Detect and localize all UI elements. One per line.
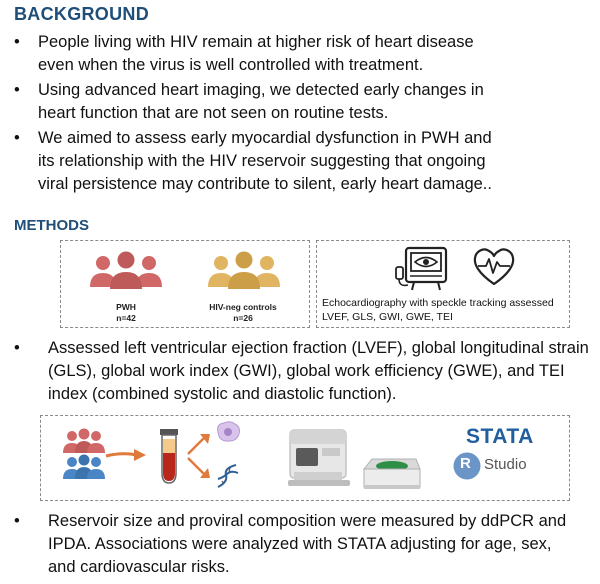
controls-count: n=26 — [233, 313, 253, 323]
r-logo-letter: R — [460, 455, 471, 472]
bullet-dot: • — [14, 129, 20, 147]
methods-heading: METHODS — [14, 217, 89, 234]
rstudio-logo: Studio — [484, 456, 527, 473]
pcr-machine-icon — [286, 424, 356, 490]
background-heading: BACKGROUND — [14, 4, 149, 24]
bullet-line: Reservoir size and proviral composition were measured by ddPCR and — [48, 512, 567, 530]
bullet-line: even when the virus is well controlled with treatment. — [38, 56, 424, 74]
bullet-dot: • — [14, 33, 20, 51]
heart-pulse-icon — [472, 246, 516, 288]
stata-logo: STATA — [466, 425, 534, 448]
bullet-dot: • — [14, 339, 20, 357]
echo-params: LVEF, GLS, GWI, GWE, TEI — [322, 311, 453, 323]
bullet-line: People living with HIV remain at higher risk of heart disease — [38, 33, 474, 51]
arrow-right-icon — [104, 446, 148, 466]
ultrasound-machine-icon — [392, 245, 462, 293]
bullet-line: its relationship with the HIV reservoir suggesting that ongoing — [38, 152, 486, 170]
bullet-line: We aimed to assess early myocardial dysfunction in PWH and — [38, 129, 492, 147]
bullet-dot: • — [14, 512, 20, 530]
pwh-count: n=42 — [116, 313, 136, 323]
echo-title: Echocardiography with speckle tracking assessed — [322, 297, 554, 309]
participants-group-icon — [60, 427, 108, 487]
bullet-dot: • — [14, 81, 20, 99]
pwh-people-icon — [86, 250, 166, 294]
controls-people-icon — [204, 250, 284, 294]
bullet-line: IPDA. Associations were analyzed with STATA adjusting for age, sex, — [48, 535, 552, 553]
bullet-line: (GLS), global work index (GWI), global work efficiency (GWE), and TEI — [48, 362, 565, 380]
bullet-line: index (combined systolic and diastolic function). — [48, 385, 397, 403]
plate-reader-icon — [362, 455, 422, 493]
blood-tube-icon — [155, 427, 183, 487]
pwh-label: PWH — [116, 302, 136, 312]
cell-icon — [214, 420, 242, 444]
dna-icon — [215, 462, 241, 490]
split-arrows-icon — [184, 430, 214, 482]
bullet-line: and cardiovascular risks. — [48, 558, 230, 576]
bullet-line: Using advanced heart imaging, we detected early changes in — [38, 81, 484, 99]
controls-label: HIV-neg controls — [209, 302, 277, 312]
bullet-line: heart function that are not seen on routine tests. — [38, 104, 389, 122]
bullet-line: Assessed left ventricular ejection fraction (LVEF), global longitudinal strain — [48, 339, 589, 357]
bullet-line: viral persistence may contribute to silent, early heart damage.. — [38, 175, 492, 193]
